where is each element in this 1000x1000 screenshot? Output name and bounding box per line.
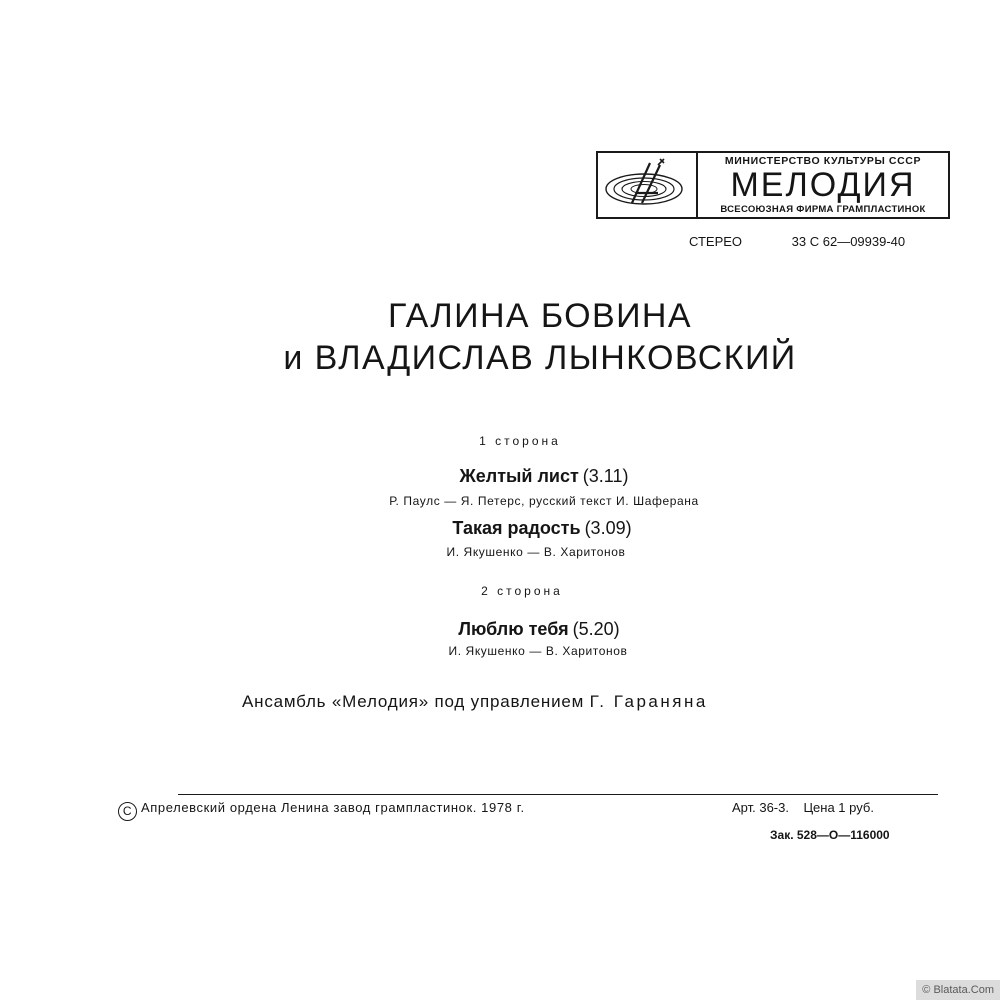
track-credits: И. Якушенко — В. Харитонов [448, 644, 628, 658]
artist-line-2: и ВЛАДИСЛАВ ЛЫНКОВСКИЙ [283, 339, 797, 377]
logo-text [698, 153, 948, 217]
melodiya-logo [596, 151, 950, 219]
track-duration: (3.11) [582, 466, 629, 486]
catalog-number: 33 С 62—09939-40 [791, 234, 906, 249]
track-credits: И. Якушенко — В. Харитонов [446, 545, 626, 559]
format-label: СТЕРЕО [689, 234, 743, 249]
track-title: Желтый лист [459, 466, 579, 486]
copyright-icon: C [118, 802, 137, 821]
conductor-name: Г. Гараняна [589, 692, 708, 711]
logo-ministry-line: МИНИСТЕРСТВО КУЛЬТУРЫ СССР [724, 155, 922, 167]
order-number: Зак. 528—О—116000 [770, 828, 890, 842]
track-title: Такая радость [452, 518, 581, 538]
track-title-row [0, 518, 1000, 539]
ensemble-text: Ансамбль «Мелодия» под управлением [242, 692, 585, 711]
manufacturer-text: Апрелевский ордена Ленина завод грампластинок. 1978 г. [141, 800, 525, 815]
site-watermark: © Blatata.Com [916, 980, 1000, 1000]
ensemble-credit [242, 692, 708, 712]
price-label: Цена 1 руб. [803, 800, 874, 815]
melodiya-emblem-icon [598, 153, 698, 217]
footer-divider [178, 794, 938, 795]
side-1-heading: 1 сторона [479, 434, 561, 448]
track-title-row [0, 466, 1000, 487]
track-title: Люблю тебя [458, 619, 569, 639]
manufacturer-line [118, 800, 525, 821]
track-duration: (5.20) [572, 619, 620, 639]
track-credits: Р. Паулс — Я. Петерс, русский текст И. Шаферана [389, 494, 699, 508]
article-price-line [732, 800, 874, 815]
catalog-line [689, 234, 949, 249]
track-title-row [0, 619, 1000, 640]
side-2-heading: 2 сторона [481, 584, 563, 598]
logo-brand-name: МЕЛОДИЯ [730, 166, 916, 204]
logo-firm-line: ВСЕСОЮЗНАЯ ФИРМА ГРАМПЛАСТИНОК [720, 204, 926, 215]
artist-line-1: ГАЛИНА БОВИНА [388, 297, 692, 335]
article-number: Арт. 36-3. [732, 800, 789, 815]
track-duration: (3.09) [584, 518, 632, 538]
